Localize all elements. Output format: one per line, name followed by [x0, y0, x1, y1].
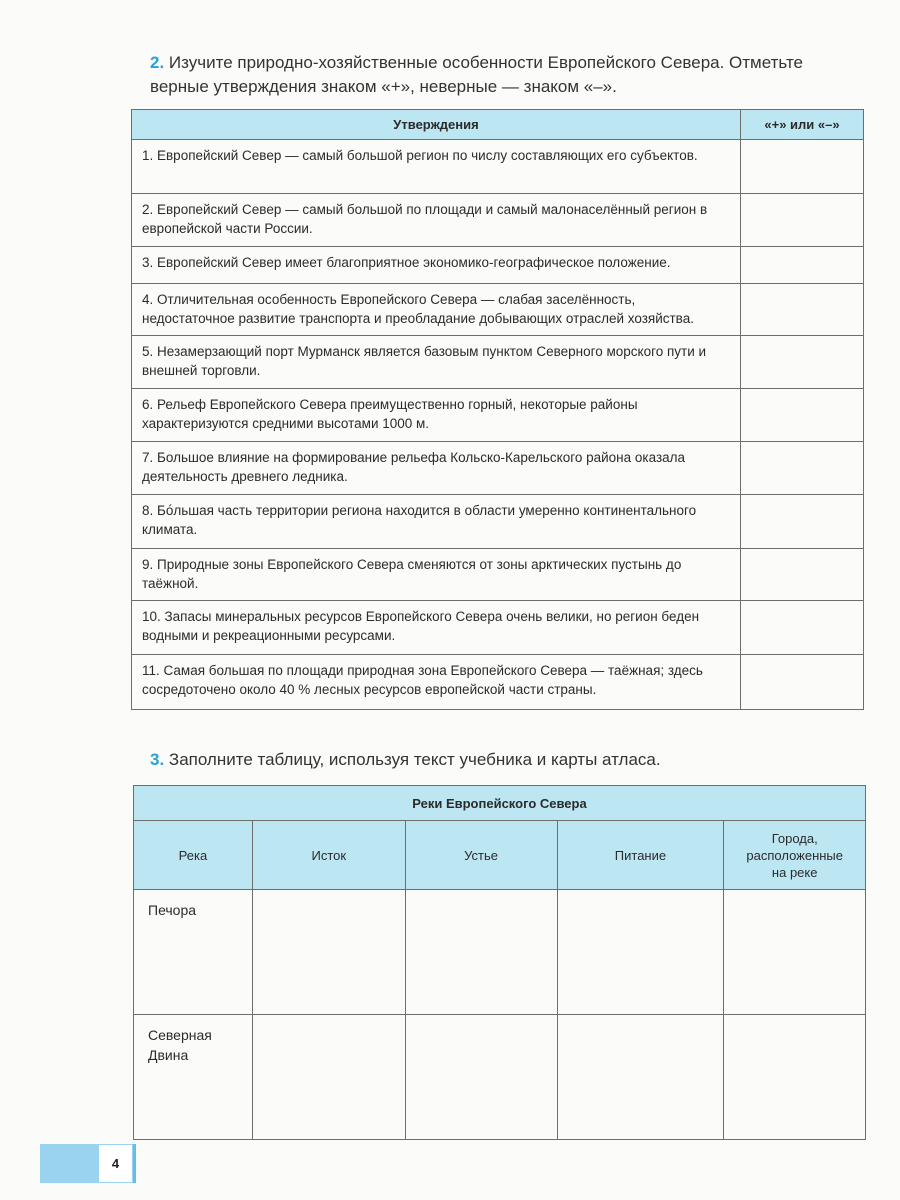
river-name: Печора: [134, 890, 253, 1015]
page-number: 4: [98, 1144, 133, 1183]
mark-cell-8[interactable]: [741, 495, 864, 549]
mark-cell-2[interactable]: [741, 194, 864, 247]
mark-cell-3[interactable]: [741, 247, 864, 284]
task-3-instruction: [150, 748, 865, 772]
task-2-number: 2.: [150, 53, 165, 72]
task-2-instruction: [150, 51, 865, 99]
mouth-cell[interactable]: [405, 890, 557, 1015]
rivers-header-row: [134, 821, 866, 890]
task-3-number: 3.: [150, 750, 165, 769]
cities-cell[interactable]: [724, 1015, 866, 1140]
header-feeding: Питание: [557, 821, 724, 890]
statement-3: 3. Европейский Север имеет благоприятное экономико-географическое положение.: [132, 247, 741, 284]
statement-8: 8. Бо́льшая часть территории региона находится в области умеренно континентального климата.: [132, 495, 741, 549]
feeding-cell[interactable]: [557, 1015, 724, 1140]
header-source: Исток: [252, 821, 405, 890]
rivers-table-caption: Реки Европейского Севера: [134, 786, 866, 821]
mouth-cell[interactable]: [405, 1015, 557, 1140]
statement-4: 4. Отличительная особенность Европейского Севера — слабая заселённость, недостаточное развитие транспорта и преобладание добывающих отраслей хозяйства.: [132, 284, 741, 336]
statements-header-row: [132, 110, 864, 140]
table-row: [132, 549, 864, 601]
cities-cell[interactable]: [724, 890, 866, 1015]
river-name: Северная Двина: [134, 1015, 253, 1140]
table-row: [132, 194, 864, 247]
mark-cell-11[interactable]: [741, 655, 864, 710]
header-river: Река: [134, 821, 253, 890]
table-row: [132, 247, 864, 284]
header-statements: Утверждения: [132, 110, 741, 140]
feeding-cell[interactable]: [557, 890, 724, 1015]
mark-cell-4[interactable]: [741, 284, 864, 336]
header-cities: Города, расположенные на реке: [724, 821, 866, 890]
table-row: [132, 495, 864, 549]
table-row: [134, 890, 866, 1015]
statement-10: 10. Запасы минеральных ресурсов Европейского Севера очень велики, но регион беден водными и рекреационными ресурсами.: [132, 601, 741, 655]
header-mouth: Устье: [405, 821, 557, 890]
mark-cell-7[interactable]: [741, 442, 864, 495]
page-tab-light-stripe: [40, 1144, 100, 1183]
table-row: [132, 389, 864, 442]
statement-2: 2. Европейский Север — самый большой по площади и самый малонаселённый регион в европейской части России.: [132, 194, 741, 247]
table-row: [134, 1015, 866, 1140]
rivers-caption-row: [134, 786, 866, 821]
table-row: [132, 336, 864, 389]
statement-6: 6. Рельеф Европейского Севера преимущественно горный, некоторые районы характеризуются средними высотами 1000 м.: [132, 389, 741, 442]
statement-11: 11. Самая большая по площади природная зона Европейского Севера — таёжная; здесь сосредоточено около 40 % лесных ресурсов европейской части страны.: [132, 655, 741, 710]
source-cell[interactable]: [252, 1015, 405, 1140]
mark-cell-6[interactable]: [741, 389, 864, 442]
table-row: [132, 442, 864, 495]
source-cell[interactable]: [252, 890, 405, 1015]
mark-cell-10[interactable]: [741, 601, 864, 655]
rivers-table: [133, 785, 866, 1140]
table-row: [132, 140, 864, 194]
statements-table: [131, 109, 864, 710]
task-2-text: Изучите природно-хозяйственные особенности Европейского Севера. Отметьте верные утверждения знаком «+», неверные — знаком «–».: [150, 53, 804, 96]
mark-cell-5[interactable]: [741, 336, 864, 389]
table-row: [132, 655, 864, 710]
header-mark: «+» или «–»: [741, 110, 864, 140]
task-3-text: Заполните таблицу, используя текст учебника и карты атласа.: [168, 750, 661, 769]
mark-cell-1[interactable]: [741, 140, 864, 194]
statement-5: 5. Незамерзающий порт Мурманск является базовым пунктом Северного морского пути и внешней торговли.: [132, 336, 741, 389]
table-row: [132, 601, 864, 655]
statement-7: 7. Большое влияние на формирование рельефа Кольско-Карельского района оказала деятельность древнего ледника.: [132, 442, 741, 495]
mark-cell-9[interactable]: [741, 549, 864, 601]
statement-1: 1. Европейский Север — самый большой регион по числу составляющих его субъектов.: [132, 140, 741, 194]
table-row: [132, 284, 864, 336]
statement-9: 9. Природные зоны Европейского Севера сменяются от зоны арктических пустынь до таёжной.: [132, 549, 741, 601]
